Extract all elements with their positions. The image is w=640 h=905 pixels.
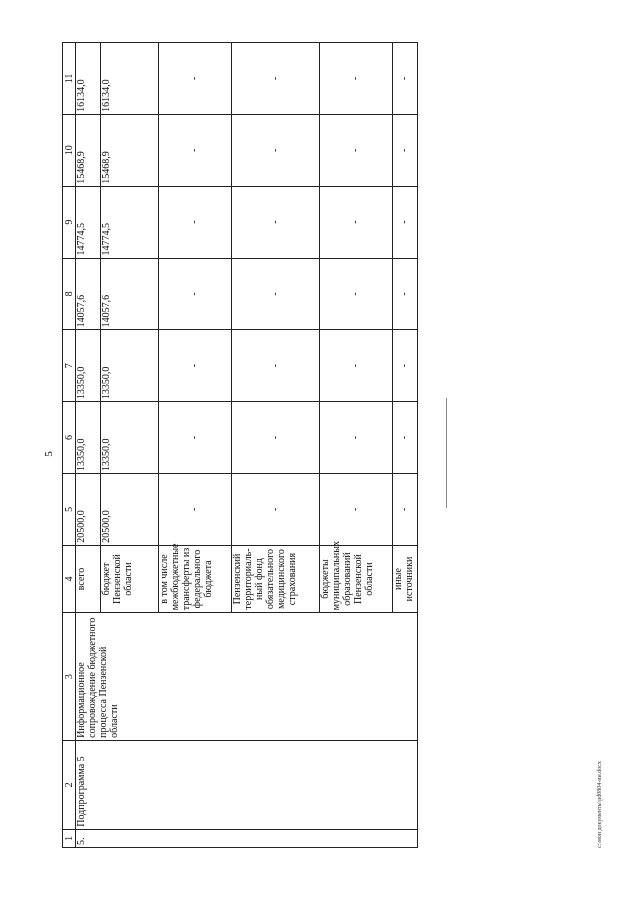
- value-cell: -: [319, 186, 392, 258]
- value-cell: -: [319, 258, 392, 330]
- value-cell: 13350,0: [76, 402, 101, 474]
- value-cell: -: [231, 330, 319, 402]
- value-cell: 13350,0: [101, 402, 159, 474]
- column-number: 2: [63, 740, 76, 829]
- value-cell: -: [392, 114, 417, 186]
- value-cell: 20500,0: [101, 473, 159, 545]
- page-number: 5: [43, 451, 55, 457]
- value-cell: 14057,6: [101, 258, 159, 330]
- funding-source-cell: Пензенский территориаль-ный фонд обязательного медицинского страхования: [231, 545, 319, 613]
- value-cell: 15468,9: [101, 114, 159, 186]
- value-cell: 14774,5: [76, 186, 101, 258]
- value-cell: 13350,0: [101, 330, 159, 402]
- value-cell: -: [392, 330, 417, 402]
- value-cell: 14057,6: [76, 258, 101, 330]
- value-cell: 15468,9: [76, 114, 101, 186]
- funding-source-cell: бюджеты муниципальных образований Пензенской области: [319, 545, 392, 613]
- column-number: 9: [63, 186, 76, 258]
- column-number: 5: [63, 473, 76, 545]
- value-cell: -: [231, 43, 319, 115]
- column-number: 7: [63, 330, 76, 402]
- funding-source-cell: всего: [76, 545, 101, 613]
- value-cell: -: [392, 473, 417, 545]
- value-cell: 20500,0: [76, 473, 101, 545]
- divider-line: [446, 398, 447, 508]
- value-cell: -: [392, 402, 417, 474]
- value-cell: -: [158, 186, 231, 258]
- value-cell: -: [158, 473, 231, 545]
- funding-source-cell: иные источники: [392, 545, 417, 613]
- value-cell: -: [319, 114, 392, 186]
- budget-table: [62, 42, 418, 848]
- funding-source-cell: бюджет Пензенской области: [101, 545, 159, 613]
- column-number: 4: [63, 545, 76, 613]
- value-cell: 14774,5: [101, 186, 159, 258]
- value-cell: -: [158, 402, 231, 474]
- value-cell: -: [319, 43, 392, 115]
- value-cell: -: [319, 330, 392, 402]
- value-cell: 16134,0: [76, 43, 101, 115]
- value-cell: -: [158, 114, 231, 186]
- value-cell: -: [231, 114, 319, 186]
- column-number-row: [63, 43, 76, 848]
- value-cell: -: [231, 258, 319, 330]
- program-name-cell: Подпрограмма 5: [76, 740, 418, 829]
- value-cell: 13350,0: [76, 330, 101, 402]
- value-cell: -: [319, 402, 392, 474]
- column-number: 6: [63, 402, 76, 474]
- value-cell: -: [319, 473, 392, 545]
- column-number: 3: [63, 613, 76, 741]
- funding-source-cell: в том числе межбюджетные трансферты из федерального бюджета: [158, 545, 231, 613]
- program-description-cell: Информационное сопровождение бюджетного процесса Пензенской области: [76, 613, 418, 741]
- row-number-cell: 5.: [76, 829, 418, 847]
- table-container: [62, 42, 418, 848]
- value-cell: -: [158, 330, 231, 402]
- value-cell: -: [158, 43, 231, 115]
- value-cell: -: [231, 186, 319, 258]
- value-cell: -: [392, 258, 417, 330]
- table-row: [76, 43, 101, 848]
- column-number: 1: [63, 829, 76, 847]
- value-cell: -: [392, 43, 417, 115]
- value-cell: -: [158, 258, 231, 330]
- footer-file-path: c:\мои документы\pd0804-ии.docx: [597, 761, 603, 848]
- column-number: 10: [63, 114, 76, 186]
- value-cell: -: [392, 186, 417, 258]
- column-number: 8: [63, 258, 76, 330]
- value-cell: -: [231, 402, 319, 474]
- value-cell: -: [231, 473, 319, 545]
- value-cell: 16134,0: [101, 43, 159, 115]
- column-number: 11: [63, 43, 76, 115]
